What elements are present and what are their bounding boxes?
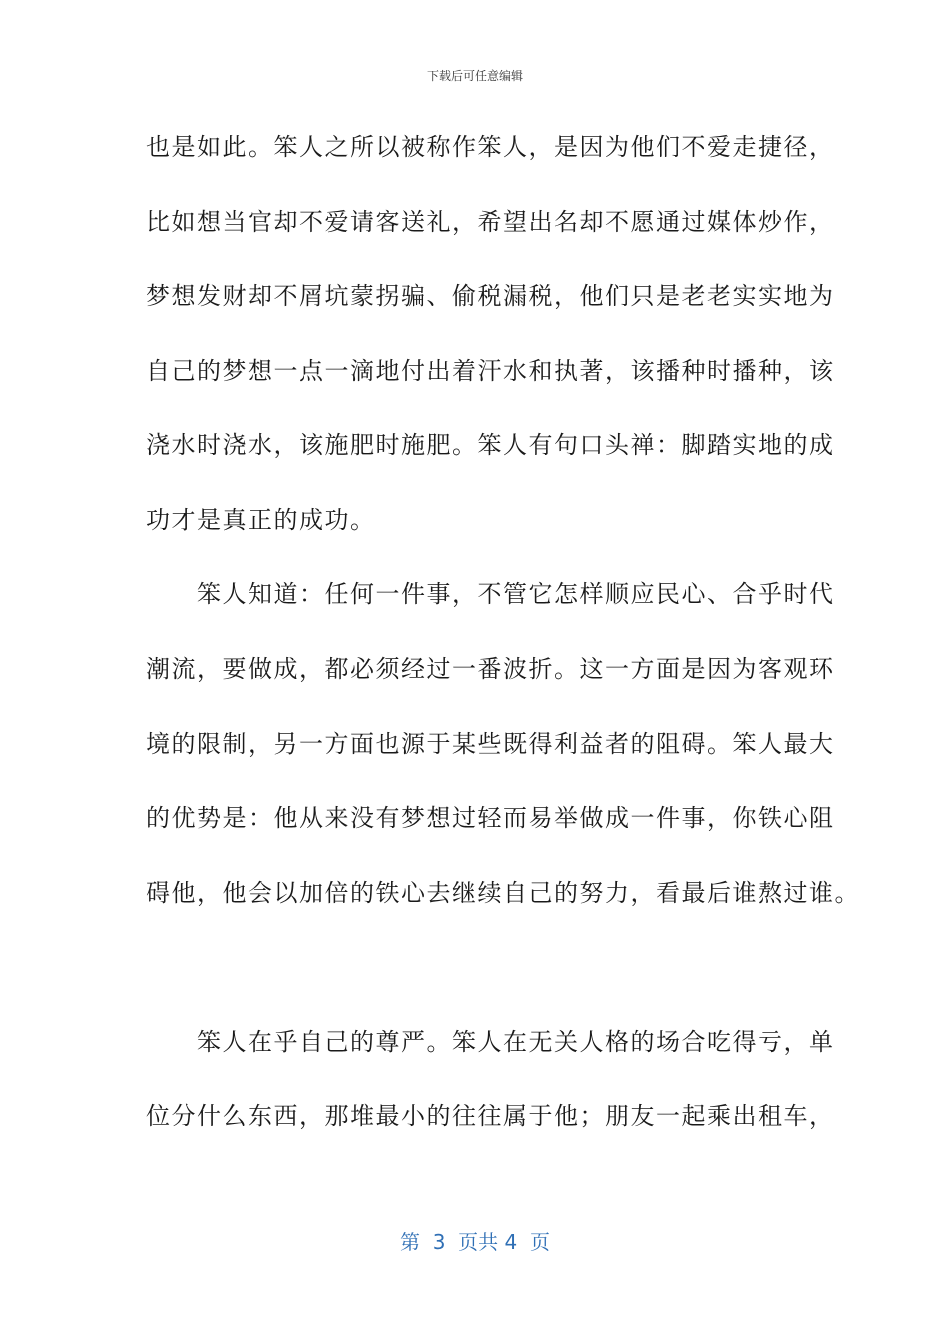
- text-line: 位分什么东西，那堆最小的往往属于他；朋友一起乘出租车，: [146, 1102, 835, 1130]
- page-header-note: 下载后可任意编辑: [426, 69, 523, 83]
- text-line: 自己的梦想一点一滴地付出着汗水和执著，该播种时播种，该: [146, 357, 835, 385]
- text-line: 的优势是：他从来没有梦想过轻而易举做成一件事，你铁心阻: [146, 804, 835, 832]
- text-line: 境的限制，另一方面也源于某些既得利益者的阻碍。笨人最大: [146, 730, 835, 758]
- text-line: 碍他，他会以加倍的铁心去继续自己的努力，看最后谁熬过谁。: [146, 879, 860, 907]
- text-line: 功才是真正的成功。: [146, 506, 376, 534]
- text-line: 笨人知道：任何一件事，不管它怎样顺应民心、合乎时代: [146, 580, 835, 608]
- text-line: 梦想发财却不屑坑蒙拐骗、偷税漏税，他们只是老老实实地为: [146, 282, 835, 310]
- text-line: 比如想当官却不爱请客送礼，希望出名却不愿通过媒体炒作，: [146, 208, 835, 236]
- text-line: 浇水时浇水，该施肥时施肥。笨人有句口头禅：脚踏实地的成: [146, 431, 835, 459]
- text-line: 潮流，要做成，都必须经过一番波折。这一方面是因为客观环: [146, 655, 835, 683]
- page-number-footer: 第 3 页共 4 页: [400, 1230, 550, 1254]
- text-line: 笨人在乎自己的尊严。笨人在无关人格的场合吃得亏，单: [146, 1028, 835, 1056]
- text-line: 也是如此。笨人之所以被称作笨人，是因为他们不爱走捷径，: [146, 133, 835, 161]
